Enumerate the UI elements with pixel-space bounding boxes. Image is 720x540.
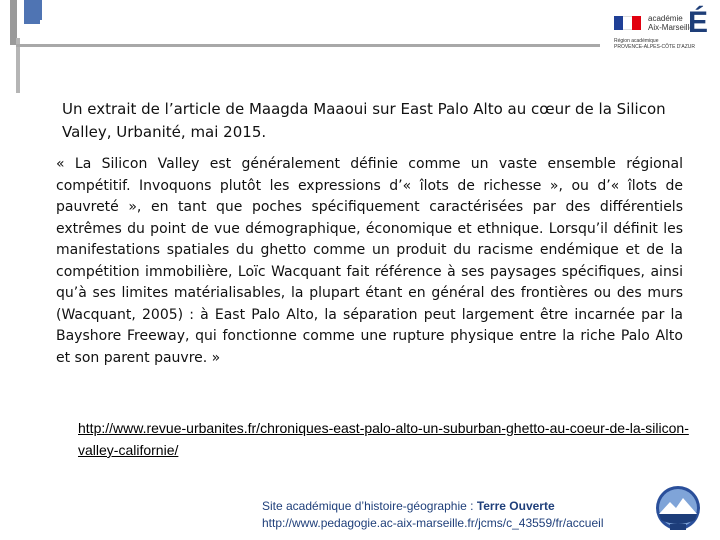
footer-url[interactable]: http://www.pedagogie.ac-aix-marseille.fr/jcms/c_43559/fr/accueil <box>262 516 604 530</box>
decorative-bar-blue-small <box>24 20 40 24</box>
logo-academie-name: académie Aix-Marseille <box>648 14 694 32</box>
logo-letter: É <box>688 6 709 39</box>
quote-paragraph: « La Silicon Valley est généralement définie comme un vaste ensemble régional compétitif. Invoquons plutôt les expressions d’« îlots de richesse », ou d’« îlots de pauvreté », en tant que poches spécifiquement caractérisées par des différentiels extrêmes du point de vue démographique, économique et ethnique. Lorsqu’il définit les manifestations spatiales du ghetto comme un produit du racisme endémique et de la compétition immobilière, Loïc Wacquant fait référence à ses paysages spécifiques, ainsi qu’à ses limites matérialisables, la plupart étant en général des frontières ou des murs (Wacquant, 2005) : à East Palo Alto, la séparation peut largement être incarnée par la Bayshore Freeway, qui fonctionne comme une rupture physique entre la riche Palo Alto et son parent pauvre. » <box>56 156 683 366</box>
decorative-bar-blue <box>24 0 42 20</box>
logo-region-label: Région académique PROVENCE-ALPES-CÔTE D'AZUR <box>614 38 695 50</box>
french-flag-icon <box>614 16 641 30</box>
footer-site-name: Terre Ouverte <box>476 499 555 513</box>
terre-ouverte-logo-icon <box>650 484 706 534</box>
intro-paragraph: Un extrait de l’article de Maagda Maaoui sur East Palo Alto au cœur de la Silicon Valley, Urbanité, mai 2015. <box>62 100 666 141</box>
academie-logo <box>612 6 712 56</box>
footer <box>262 498 682 532</box>
footer-site-line: Site académique d’histoire-géographie : Terre Ouverte <box>262 499 555 513</box>
article-link[interactable]: http://www.revue-urbanites.fr/chroniques-east-palo-alto-un-suburban-ghetto-au-coeur-de-la-silicon-valley-californie/ <box>78 420 689 458</box>
decorative-rule-horizontal <box>16 44 600 47</box>
